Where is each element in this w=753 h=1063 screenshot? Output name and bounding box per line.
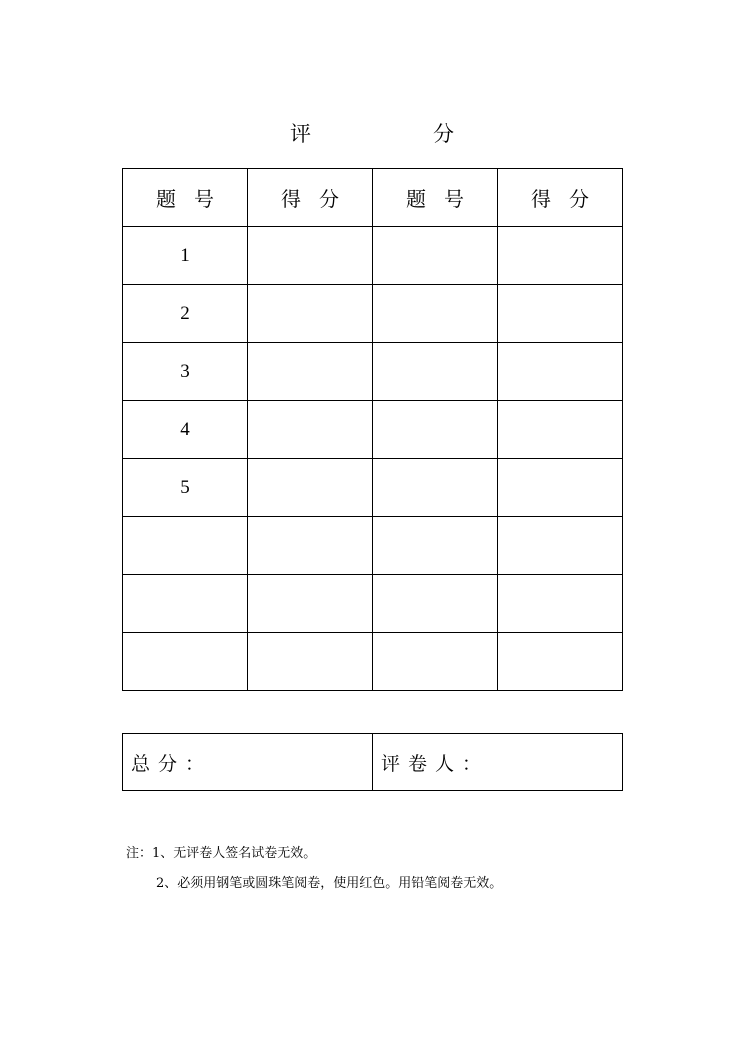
grader-field[interactable]: 评卷人： (373, 734, 623, 791)
score-table-header-row (123, 169, 623, 227)
score-cell[interactable] (248, 633, 373, 691)
question-number-cell (373, 633, 498, 691)
score-cell[interactable] (498, 285, 623, 343)
table-row (123, 633, 623, 691)
header-question-number-2: 题号 (373, 169, 498, 227)
question-number-cell (373, 459, 498, 517)
question-number-cell: 4 (123, 401, 248, 459)
table-row (123, 459, 623, 517)
question-number-cell (373, 517, 498, 575)
score-cell[interactable] (498, 459, 623, 517)
note-line-1: 注：1、无评卷人签名试卷无效。 (126, 846, 317, 861)
score-cell[interactable] (248, 459, 373, 517)
question-number-cell (123, 633, 248, 691)
question-number-cell (373, 227, 498, 285)
score-cell[interactable] (248, 343, 373, 401)
title-part-2: 分 (433, 122, 454, 146)
question-number-cell: 5 (123, 459, 248, 517)
header-question-number-1: 题号 (123, 169, 248, 227)
question-number-cell: 3 (123, 343, 248, 401)
page-title (0, 118, 753, 150)
table-row (123, 517, 623, 575)
score-cell[interactable] (248, 227, 373, 285)
score-cell[interactable] (248, 401, 373, 459)
score-cell[interactable] (498, 633, 623, 691)
question-number-cell: 2 (123, 285, 248, 343)
score-cell[interactable] (498, 575, 623, 633)
question-number-cell (373, 343, 498, 401)
question-number-cell (123, 517, 248, 575)
table-row (123, 227, 623, 285)
score-cell[interactable] (248, 517, 373, 575)
table-row (123, 401, 623, 459)
table-row (123, 285, 623, 343)
question-number-cell (123, 575, 248, 633)
score-table (122, 168, 623, 691)
score-cell[interactable] (498, 401, 623, 459)
note-line-2: 2、必须用钢笔或圆珠笔阅卷，使用红色。用铅笔阅卷无效。 (156, 876, 503, 891)
score-cell[interactable] (498, 343, 623, 401)
title-part-1: 评 (290, 122, 311, 146)
summary-row (123, 734, 623, 791)
summary-table (122, 733, 623, 791)
question-number-cell: 1 (123, 227, 248, 285)
header-score-2: 得分 (498, 169, 623, 227)
score-cell[interactable] (498, 517, 623, 575)
score-cell[interactable] (498, 227, 623, 285)
question-number-cell (373, 285, 498, 343)
total-score-field[interactable]: 总分： (123, 734, 373, 791)
table-row (123, 575, 623, 633)
score-cell[interactable] (248, 285, 373, 343)
question-number-cell (373, 575, 498, 633)
question-number-cell (373, 401, 498, 459)
header-score-1: 得分 (248, 169, 373, 227)
score-cell[interactable] (248, 575, 373, 633)
table-row (123, 343, 623, 401)
